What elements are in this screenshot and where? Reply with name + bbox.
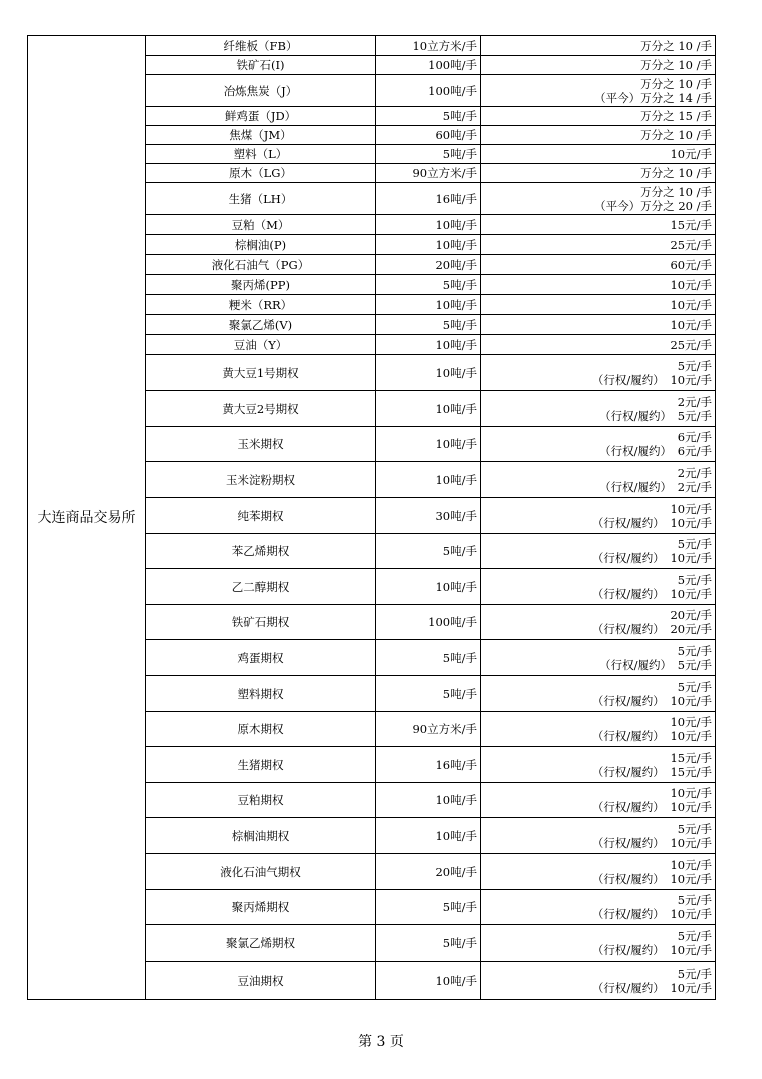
trading-unit-cell: 90立方米/手 (376, 164, 481, 183)
product-name-cell: 塑料（L） (146, 145, 376, 164)
fee-cell (481, 215, 716, 235)
product-name-cell: 液化石油气期权 (146, 854, 376, 890)
fee-line: （行权/履约） 2元/手 (599, 479, 712, 494)
fee-cell (481, 235, 716, 255)
fee-cell (481, 962, 716, 1000)
product-name-cell: 原木（LG） (146, 164, 376, 183)
trading-unit-cell: 90立方米/手 (376, 712, 481, 747)
fee-cell (481, 534, 716, 569)
product-name-cell: 塑料期权 (146, 676, 376, 712)
fee-line: 25元/手 (670, 337, 712, 352)
product-name-cell: 铁矿石期权 (146, 605, 376, 640)
trading-unit-cell: 10吨/手 (376, 427, 481, 462)
product-name-cell: 纯苯期权 (146, 498, 376, 534)
trading-unit-cell: 10吨/手 (376, 391, 481, 427)
fee-line: （行权/履约） 15元/手 (591, 764, 712, 779)
trading-unit-cell: 10吨/手 (376, 355, 481, 391)
fee-cell (481, 712, 716, 747)
product-name-cell: 冶炼焦炭（J） (146, 75, 376, 107)
fee-line: 10元/手 (670, 715, 712, 729)
fee-cell (481, 747, 716, 783)
fee-line: 5元/手 (677, 572, 712, 587)
fee-table (27, 35, 716, 1000)
fee-cell (481, 569, 716, 605)
fee-line: 10元/手 (670, 786, 712, 800)
product-name-cell: 豆油期权 (146, 962, 376, 1000)
product-name-cell: 乙二醇期权 (146, 569, 376, 605)
fee-line: 10元/手 (670, 147, 712, 161)
fee-line: 5元/手 (677, 358, 712, 373)
product-name-cell: 黄大豆2号期权 (146, 391, 376, 427)
trading-unit-cell: 100吨/手 (376, 75, 481, 107)
fee-line: 5元/手 (677, 679, 712, 694)
fee-line: （行权/履约） 10元/手 (591, 943, 712, 957)
fee-cell (481, 145, 716, 164)
product-name-cell: 棕榈油期权 (146, 818, 376, 854)
fee-cell (481, 275, 716, 295)
trading-unit-cell: 20吨/手 (376, 854, 481, 890)
fee-line: 25元/手 (670, 237, 712, 252)
fee-line: （行权/履约） 10元/手 (591, 871, 712, 886)
trading-unit-cell: 10吨/手 (376, 818, 481, 854)
product-name-cell: 豆粕期权 (146, 783, 376, 818)
product-name-cell: 鲜鸡蛋（JD） (146, 107, 376, 126)
product-name-cell: 聚丙烯期权 (146, 890, 376, 925)
trading-unit-cell: 5吨/手 (376, 107, 481, 126)
trading-unit-cell: 10吨/手 (376, 215, 481, 235)
product-name-cell: 鸡蛋期权 (146, 640, 376, 676)
fee-line: 2元/手 (677, 465, 712, 480)
fee-line: 万分之 10 /手 (640, 184, 712, 199)
fee-line: 5元/手 (677, 966, 712, 981)
product-name-cell: 铁矿石(I) (146, 56, 376, 75)
trading-unit-cell: 30吨/手 (376, 498, 481, 534)
fee-line: （行权/履约） 10元/手 (591, 551, 712, 565)
trading-unit-cell: 5吨/手 (376, 315, 481, 335)
trading-unit-cell: 5吨/手 (376, 534, 481, 569)
fee-cell (481, 890, 716, 925)
fee-line: 万分之 10 /手 (640, 166, 712, 180)
product-name-cell: 棕榈油(P) (146, 235, 376, 255)
trading-unit-cell: 60吨/手 (376, 126, 481, 145)
fee-line: 6元/手 (677, 430, 712, 444)
fee-cell (481, 295, 716, 315)
fee-line: 万分之 10 /手 (640, 76, 712, 91)
trading-unit-cell: 10吨/手 (376, 335, 481, 355)
fee-cell (481, 107, 716, 126)
trading-unit-cell: 100吨/手 (376, 56, 481, 75)
fee-cell (481, 164, 716, 183)
fee-line: 5元/手 (677, 537, 712, 551)
product-name-cell: 焦煤（JM） (146, 126, 376, 145)
fee-cell (481, 75, 716, 107)
trading-unit-cell: 10吨/手 (376, 462, 481, 498)
product-name-cell: 豆油（Y） (146, 335, 376, 355)
fee-line: 5元/手 (677, 929, 712, 943)
fee-line: （行权/履约） 20元/手 (591, 622, 712, 636)
product-name-cell: 聚氯乙烯期权 (146, 925, 376, 962)
trading-unit-cell: 10吨/手 (376, 783, 481, 818)
trading-unit-cell: 10吨/手 (376, 295, 481, 315)
table-row (28, 36, 716, 56)
fee-line: 20元/手 (670, 608, 712, 622)
trading-unit-cell: 100吨/手 (376, 605, 481, 640)
fee-cell (481, 126, 716, 145)
product-name-cell: 玉米期权 (146, 427, 376, 462)
fee-cell (481, 56, 716, 75)
fee-line: （平今）万分之 14 /手 (594, 90, 712, 105)
fee-line: 5元/手 (677, 821, 712, 836)
fee-cell (481, 462, 716, 498)
trading-unit-cell: 10立方米/手 (376, 36, 481, 56)
product-name-cell: 纤维板（FB） (146, 36, 376, 56)
product-name-cell: 粳米（RR） (146, 295, 376, 315)
trading-unit-cell: 5吨/手 (376, 145, 481, 164)
fee-line: 5元/手 (677, 893, 712, 907)
trading-unit-cell: 16吨/手 (376, 747, 481, 783)
fee-cell (481, 255, 716, 275)
page-number: 第 3 页 (358, 1034, 404, 1050)
fee-line: 万分之 10 /手 (640, 128, 712, 142)
fee-cell (481, 427, 716, 462)
product-name-cell: 液化石油气（PG） (146, 255, 376, 275)
trading-unit-cell: 16吨/手 (376, 183, 481, 215)
fee-line: （行权/履约） 10元/手 (591, 907, 712, 921)
trading-unit-cell: 20吨/手 (376, 255, 481, 275)
product-name-cell: 原木期权 (146, 712, 376, 747)
fee-line: （行权/履约） 10元/手 (591, 693, 712, 708)
fee-cell (481, 335, 716, 355)
fee-line: （行权/履约） 10元/手 (591, 586, 712, 601)
product-name-cell: 聚丙烯(PP) (146, 275, 376, 295)
fee-line: （行权/履约） 10元/手 (591, 800, 712, 814)
fee-line: 5元/手 (677, 643, 712, 658)
product-name-cell: 玉米淀粉期权 (146, 462, 376, 498)
fee-line: （行权/履约） 10元/手 (591, 729, 712, 743)
trading-unit-cell: 10吨/手 (376, 569, 481, 605)
fee-line: 10元/手 (670, 857, 712, 872)
fee-cell (481, 854, 716, 890)
fee-line: （行权/履约） 10元/手 (591, 835, 712, 850)
exchange-name-cell: 大连商品交易所 (28, 36, 146, 1000)
fee-cell (481, 818, 716, 854)
fee-line: （行权/履约） 10元/手 (591, 515, 712, 530)
fee-line: 60元/手 (670, 257, 712, 272)
fee-line: 万分之 10 /手 (640, 38, 712, 53)
fee-line: （行权/履约） 6元/手 (599, 444, 712, 458)
fee-cell (481, 783, 716, 818)
fee-table-body (28, 36, 716, 1000)
product-name-cell: 豆粕（M） (146, 215, 376, 235)
fee-line: 2元/手 (677, 394, 712, 409)
product-name-cell: 生猪期权 (146, 747, 376, 783)
trading-unit-cell: 5吨/手 (376, 676, 481, 712)
fee-cell (481, 391, 716, 427)
fee-cell (481, 355, 716, 391)
fee-line: 15元/手 (670, 217, 712, 232)
trading-unit-cell: 10吨/手 (376, 962, 481, 1000)
fee-cell (481, 640, 716, 676)
fee-line: 万分之 10 /手 (640, 58, 712, 72)
fee-line: （平今）万分之 20 /手 (594, 198, 712, 213)
fee-cell (481, 925, 716, 962)
product-name-cell: 生猪（LH） (146, 183, 376, 215)
fee-cell (481, 315, 716, 335)
fee-line: 万分之 15 /手 (640, 109, 712, 123)
fee-line: （行权/履约） 5元/手 (599, 657, 712, 672)
fee-line: （行权/履约） 10元/手 (591, 372, 712, 387)
fee-line: 10元/手 (670, 277, 712, 292)
fee-line: 10元/手 (670, 501, 712, 516)
fee-line: （行权/履约） 10元/手 (591, 980, 712, 995)
trading-unit-cell: 5吨/手 (376, 925, 481, 962)
fee-line: 10元/手 (670, 317, 712, 332)
fee-line: （行权/履约） 5元/手 (599, 408, 712, 423)
fee-line: 15元/手 (670, 750, 712, 765)
fee-cell (481, 605, 716, 640)
fee-cell (481, 183, 716, 215)
trading-unit-cell: 5吨/手 (376, 890, 481, 925)
product-name-cell: 聚氯乙烯(V) (146, 315, 376, 335)
product-name-cell: 黄大豆1号期权 (146, 355, 376, 391)
trading-unit-cell: 10吨/手 (376, 235, 481, 255)
fee-cell (481, 36, 716, 56)
fee-cell (481, 498, 716, 534)
fee-cell (481, 676, 716, 712)
product-name-cell: 苯乙烯期权 (146, 534, 376, 569)
fee-line: 10元/手 (670, 297, 712, 312)
trading-unit-cell: 5吨/手 (376, 275, 481, 295)
trading-unit-cell: 5吨/手 (376, 640, 481, 676)
